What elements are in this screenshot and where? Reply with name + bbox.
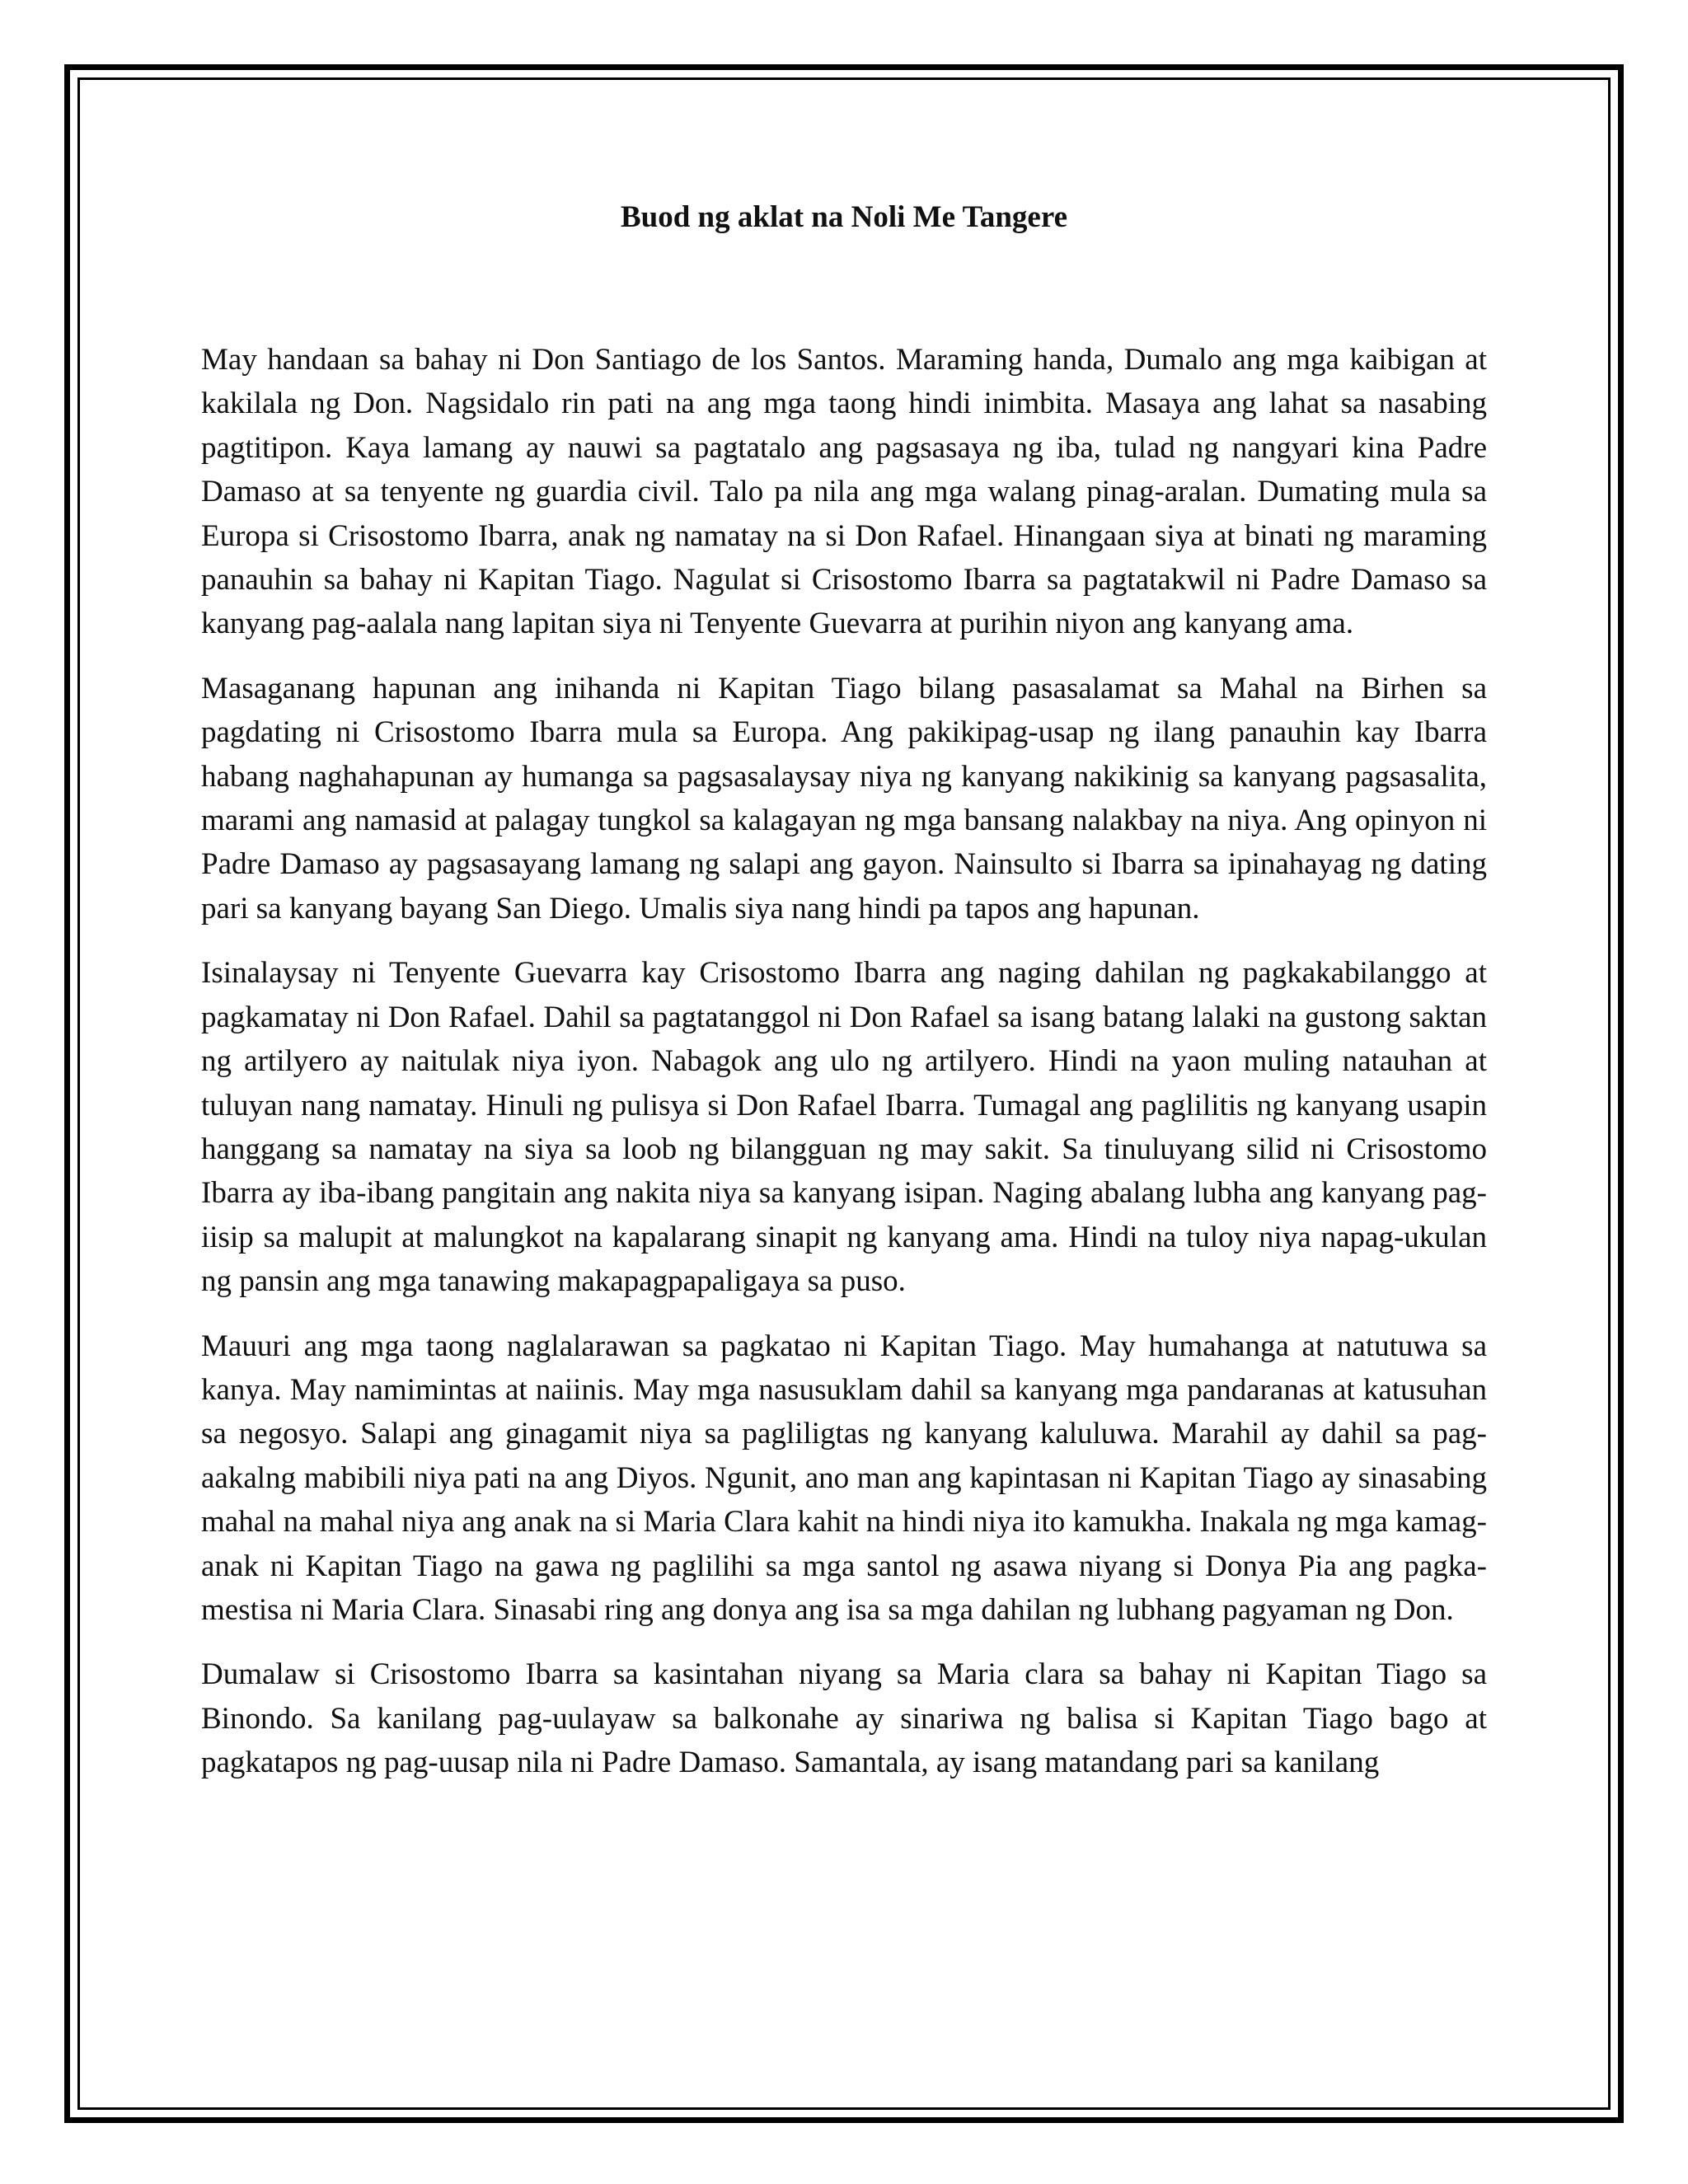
document-body bbox=[201, 198, 1487, 1806]
paragraph-1: May handaan sa bahay ni Don Santiago de los Santos. Maraming handa, Dumalo ang mga kaibigan at kakilala ng Don. Nagsidalo rin pati na ang mga taong hindi inimbita. Masaya ang lahat sa nasabing pagtitipon. Kaya lamang ay nauwi sa pagtatalo ang pagsasaya ng iba, tulad ng nangyari kina Padre Damaso at sa tenyente ng guardia civil. Talo pa nila ang mga walang pinag-aralan. Dumating mula sa Europa si Crisostomo Ibarra, anak ng namatay na si Don Rafael. Hinangaan siya at binati ng maraming panauhin sa bahay ni Kapitan Tiago. Nagulat si Crisostomo Ibarra sa pagtatakwil ni Padre Damaso sa kanyang pag-aalala nang lapitan siya ni Tenyente Guevarra at purihin niyon ang kanyang ama. bbox=[201, 343, 1487, 641]
paragraph-2: Masaganang hapunan ang inihanda ni Kapitan Tiago bilang pasasalamat sa Mahal na Birhen sa pagdating ni Crisostomo Ibarra mula sa Europa. Ang pakikipag-usap ng ilang panauhin kay Ibarra habang naghahapunan ay humanga sa pagsasalaysay niya ng kanyang nakikinig sa kanyang pagsasalita, marami ang namasid at palagay tungkol sa kalagayan ng mga bansang nalakbay na niya. Ang opinyon ni Padre Damaso ay pagsasayang lamang ng salapi ang gayon. Nainsulto si Ibarra sa ipinahayag ng dating pari sa kanyang bayang San Diego. Umalis siya nang hindi pa tapos ang hapunan. bbox=[201, 671, 1487, 926]
paragraph-5: Dumalaw si Crisostomo Ibarra sa kasintahan niyang sa Maria clara sa bahay ni Kapitan Tiago sa Binondo. Sa kanilang pag-uulayaw sa balkonahe ay sinariwa ng balisa si Kapitan Tiago bago at pagkatapos ng pag-uusap nila ni Padre Damaso. Samantala, ay isang matandang pari sa kanilang bbox=[201, 1657, 1487, 1780]
document-title: Buod ng aklat na Noli Me Tangere bbox=[620, 200, 1068, 234]
paragraph-3: Isinalaysay ni Tenyente Guevarra kay Crisostomo Ibarra ang naging dahilan ng pagkakabilanggo at pagkamatay ni Don Rafael. Dahil sa pagtatanggol ni Don Rafael sa isang batang lalaki na gustong saktan ng artilyero ay naitulak niya iyon. Nabagok ang ulo ng artilyero. Hindi na yaon muling natauhan at tuluyan nang namatay. Hinuli ng pulisya si Don Rafael Ibarra. Tumagal ang paglilitis ng kanyang usapin hanggang sa namatay na siya sa loob ng bilangguan ng may sakit. Sa tinuluyang silid ni Crisostomo Ibarra ay iba-ibang pangitain ang nakita niya sa kanyang isipan. Naging abalang lubha ang kanyang pag-iisip sa malupit at malungkot na kapalarang sinapit ng kanyang ama. Hindi na tuloy niya napag-ukulan ng pansin ang mga tanawing makapagpapaligaya sa puso. bbox=[201, 956, 1487, 1299]
paragraph-4: Mauuri ang mga taong naglalarawan sa pagkatao ni Kapitan Tiago. May humahanga at natutuwa sa kanya. May namimintas at naiinis. May mga nasusuklam dahil sa kanyang mga pandaranas at katusuhan sa negosyo. Salapi ang ginagamit niya sa pagliligtas ng kanyang kaluluwa. Marahil ay dahil sa pag-aakalng mabibili niya pati na ang Diyos. Ngunit, ano man ang kapintasan ni Kapitan Tiago ay sinasabing mahal na mahal niya ang anak na si Maria Clara kahit na hindi niya ito kamukha. Inakala ng mga kamag-anak ni Kapitan Tiago na gawa ng paglilihi sa mga santol ng asawa niyang si Donya Pia ang pagka-mestisa ni Maria Clara. Sinasabi ring ang donya ang isa sa mga dahilan ng lubhang pagyaman ng Don. bbox=[201, 1329, 1487, 1627]
